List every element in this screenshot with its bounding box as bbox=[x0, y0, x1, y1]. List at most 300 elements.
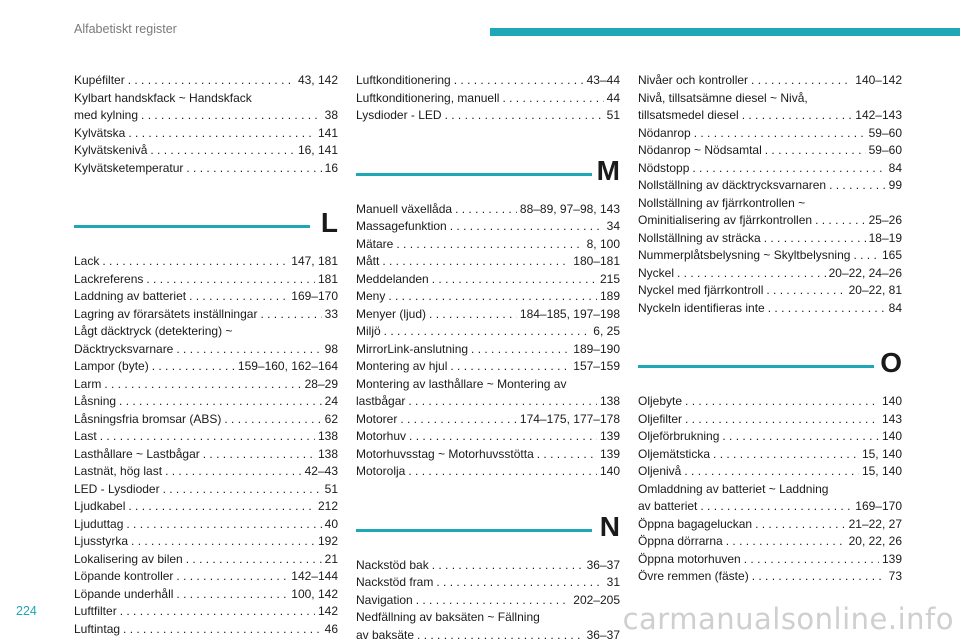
index-entry-row bbox=[638, 446, 902, 464]
index-entry bbox=[356, 341, 620, 359]
index-page-numbers: 15, 140 bbox=[862, 463, 902, 481]
index-page-numbers: 159–160, 162–164 bbox=[238, 358, 338, 376]
dot-leader bbox=[692, 160, 885, 178]
index-entry-row bbox=[356, 627, 620, 644]
index-entry bbox=[74, 568, 338, 586]
index-page-numbers: 174–175, 177–178 bbox=[520, 411, 620, 429]
dot-leader bbox=[726, 533, 846, 551]
index-term: Lackreferens bbox=[74, 271, 143, 289]
index-entry bbox=[74, 551, 338, 569]
index-entry bbox=[74, 428, 338, 446]
index-page-numbers: 6, 25 bbox=[593, 323, 620, 341]
index-page-numbers: 157–159 bbox=[573, 358, 620, 376]
dot-leader bbox=[700, 498, 852, 516]
index-entry bbox=[74, 323, 338, 358]
index-page-numbers: 25–26 bbox=[869, 212, 902, 230]
index-term: Nyckel bbox=[638, 265, 674, 283]
index-entry bbox=[638, 125, 902, 143]
dot-leader bbox=[119, 393, 322, 411]
index-term: Nollställning av däcktrycksvarnaren bbox=[638, 177, 826, 195]
dot-leader bbox=[677, 265, 826, 283]
index-term: Motorhuvsstag ~ Motorhuvsstötta bbox=[356, 446, 534, 464]
index-page-numbers: 138 bbox=[318, 446, 338, 464]
dot-leader bbox=[224, 411, 321, 429]
dot-leader bbox=[744, 551, 879, 569]
index-page-numbers: 138 bbox=[600, 393, 620, 411]
index-entry bbox=[356, 446, 620, 464]
index-term: Lack bbox=[74, 253, 99, 271]
index-entry-row bbox=[638, 516, 902, 534]
index-entry-first-line: Montering av lasthållare ~ Montering av bbox=[356, 376, 620, 394]
index-entry bbox=[638, 247, 902, 265]
dot-leader bbox=[396, 236, 583, 254]
index-entry-row bbox=[356, 218, 620, 236]
index-page-numbers: 139 bbox=[600, 446, 620, 464]
index-page-numbers: 36–37 bbox=[587, 627, 620, 644]
index-entry-row bbox=[74, 428, 338, 446]
index-term: tillsatsmedel diesel bbox=[638, 107, 739, 125]
index-term: Öppna motorhuven bbox=[638, 551, 741, 569]
index-entry bbox=[356, 592, 620, 610]
dot-leader bbox=[408, 463, 597, 481]
index-entry bbox=[356, 253, 620, 271]
index-page-numbers: 180–181 bbox=[573, 253, 620, 271]
index-term: av baksäte bbox=[356, 627, 414, 644]
index-page-numbers: 31 bbox=[607, 574, 620, 592]
index-term: Nummerplåtsbelysning ~ Skyltbelysning bbox=[638, 247, 850, 265]
dot-leader bbox=[454, 72, 584, 90]
index-term: LED - Lysdioder bbox=[74, 481, 160, 499]
index-entry bbox=[74, 481, 338, 499]
index-entry bbox=[638, 177, 902, 195]
index-page-numbers: 20–22, 81 bbox=[849, 282, 902, 300]
index-entry-row bbox=[74, 160, 338, 178]
index-page-numbers: 16, 141 bbox=[298, 142, 338, 160]
index-page-numbers: 43, 142 bbox=[298, 72, 338, 90]
dot-leader bbox=[815, 212, 866, 230]
index-term: Lasthållare ~ Lastbågar bbox=[74, 446, 200, 464]
index-entry-row bbox=[74, 463, 338, 481]
index-term: Ominitialisering av fjärrkontrollen bbox=[638, 212, 812, 230]
dot-leader bbox=[445, 107, 604, 125]
dot-leader bbox=[766, 282, 845, 300]
index-entry-row bbox=[638, 393, 902, 411]
index-term: Luftfilter bbox=[74, 603, 117, 621]
dot-leader bbox=[685, 411, 879, 429]
index-page-numbers: 20, 22, 26 bbox=[849, 533, 902, 551]
index-entry-row bbox=[356, 463, 620, 481]
index-entry bbox=[356, 323, 620, 341]
index-entry bbox=[356, 218, 620, 236]
index-page-numbers: 38 bbox=[325, 107, 338, 125]
index-entry-row bbox=[356, 574, 620, 592]
index-page-numbers: 8, 100 bbox=[587, 236, 620, 254]
index-entry-row bbox=[74, 498, 338, 516]
index-entry bbox=[638, 393, 902, 411]
index-entry bbox=[74, 253, 338, 271]
index-page-numbers: 84 bbox=[889, 300, 902, 318]
index-entry bbox=[74, 533, 338, 551]
dot-leader bbox=[104, 376, 301, 394]
index-term: Nollställning av sträcka bbox=[638, 230, 761, 248]
dot-leader bbox=[409, 428, 597, 446]
index-entry bbox=[74, 586, 338, 604]
dot-leader bbox=[722, 428, 879, 446]
index-entry-row bbox=[638, 247, 902, 265]
dot-leader bbox=[176, 586, 288, 604]
index-entry bbox=[74, 72, 338, 90]
index-entry bbox=[74, 125, 338, 143]
index-term: Manuell växellåda bbox=[356, 201, 452, 219]
index-entry-row bbox=[638, 230, 902, 248]
index-entry-row bbox=[356, 72, 620, 90]
index-term: Motorer bbox=[356, 411, 397, 429]
index-term: Kylvätska bbox=[74, 125, 125, 143]
index-page-numbers: 36–37 bbox=[587, 557, 620, 575]
dot-leader bbox=[126, 516, 321, 534]
index-entry-row bbox=[356, 201, 620, 219]
dot-leader bbox=[128, 125, 315, 143]
index-term: MirrorLink-anslutning bbox=[356, 341, 468, 359]
dot-leader bbox=[150, 142, 295, 160]
dot-leader bbox=[768, 300, 886, 318]
index-entry-row bbox=[74, 586, 338, 604]
index-entry-row bbox=[74, 306, 338, 324]
index-column-1 bbox=[74, 72, 338, 638]
index-entry bbox=[638, 72, 902, 90]
section-rule bbox=[74, 225, 310, 228]
dot-leader bbox=[152, 358, 235, 376]
section-rule bbox=[638, 365, 874, 368]
index-entry bbox=[638, 230, 902, 248]
index-term: Nyckeln identifieras inte bbox=[638, 300, 765, 318]
index-entry-row bbox=[356, 557, 620, 575]
index-page-numbers: 140 bbox=[882, 393, 902, 411]
index-page-numbers: 20–22, 24–26 bbox=[829, 265, 902, 283]
dot-leader bbox=[713, 446, 859, 464]
index-page-numbers: 140–142 bbox=[855, 72, 902, 90]
dot-leader bbox=[146, 271, 315, 289]
index-page-numbers: 33 bbox=[325, 306, 338, 324]
index-entry-row bbox=[638, 428, 902, 446]
index-entry-row bbox=[356, 107, 620, 125]
index-term: Oljemätsticka bbox=[638, 446, 710, 464]
index-entry bbox=[638, 195, 902, 230]
index-entry bbox=[74, 446, 338, 464]
index-page-numbers: 62 bbox=[325, 411, 338, 429]
index-term: Luftintag bbox=[74, 621, 120, 639]
index-page-numbers: 165 bbox=[882, 247, 902, 265]
index-term: Meddelanden bbox=[356, 271, 429, 289]
index-term: Miljö bbox=[356, 323, 381, 341]
dot-leader bbox=[537, 446, 597, 464]
index-entry bbox=[356, 271, 620, 289]
index-entry-row bbox=[74, 551, 338, 569]
index-page-numbers: 100, 142 bbox=[291, 586, 338, 604]
dot-leader bbox=[189, 288, 288, 306]
index-entry bbox=[356, 609, 620, 644]
index-entry bbox=[74, 516, 338, 534]
index-entry bbox=[74, 603, 338, 621]
index-term: Kylvätsketemperatur bbox=[74, 160, 183, 178]
section-letter: L bbox=[321, 207, 338, 239]
dot-leader bbox=[131, 533, 315, 551]
index-term: Öppna dörrarna bbox=[638, 533, 723, 551]
index-entry bbox=[638, 300, 902, 318]
dot-leader bbox=[455, 201, 517, 219]
index-entry bbox=[74, 393, 338, 411]
dot-leader bbox=[176, 341, 321, 359]
index-page-numbers: 18–19 bbox=[869, 230, 902, 248]
index-page-numbers: 142–143 bbox=[855, 107, 902, 125]
dot-leader bbox=[384, 323, 591, 341]
index-term: Mått bbox=[356, 253, 379, 271]
index-entry-first-line: Kylbart handskfack ~ Handskfack bbox=[74, 90, 338, 108]
index-page-numbers: 40 bbox=[325, 516, 338, 534]
index-entry-row bbox=[74, 516, 338, 534]
index-entry bbox=[638, 568, 902, 586]
index-entry bbox=[356, 306, 620, 324]
index-term: Lysdioder - LED bbox=[356, 107, 442, 125]
index-term: Kupéfilter bbox=[74, 72, 125, 90]
index-entry bbox=[638, 411, 902, 429]
index-page-numbers: 46 bbox=[325, 621, 338, 639]
index-term: Larm bbox=[74, 376, 101, 394]
index-entry bbox=[74, 90, 338, 125]
dot-leader bbox=[755, 516, 846, 534]
index-term: Ljuduttag bbox=[74, 516, 123, 534]
index-entry-row bbox=[638, 411, 902, 429]
index-page-numbers: 42–43 bbox=[305, 463, 338, 481]
section-letter: O bbox=[880, 347, 902, 379]
section-letter: N bbox=[600, 511, 620, 543]
index-term: Massagefunktion bbox=[356, 218, 447, 236]
index-page-numbers: 73 bbox=[889, 568, 902, 586]
dot-leader bbox=[408, 393, 597, 411]
index-term: Öppna bagageluckan bbox=[638, 516, 752, 534]
index-entry-row bbox=[74, 125, 338, 143]
index-term: Mätare bbox=[356, 236, 393, 254]
index-entry-row bbox=[638, 463, 902, 481]
section-heading bbox=[356, 505, 620, 555]
index-term: Ljudkabel bbox=[74, 498, 125, 516]
index-page-numbers: 189–190 bbox=[573, 341, 620, 359]
index-entry bbox=[74, 463, 338, 481]
index-term: Nackstöd bak bbox=[356, 557, 429, 575]
dot-leader bbox=[186, 160, 321, 178]
index-entry-row bbox=[356, 341, 620, 359]
section-letter: M bbox=[597, 155, 620, 187]
index-page-numbers: 34 bbox=[607, 218, 620, 236]
index-term: Nödanrop bbox=[638, 125, 691, 143]
index-entry bbox=[638, 160, 902, 178]
index-entry-row bbox=[638, 300, 902, 318]
index-entry-row bbox=[74, 411, 338, 429]
index-column-2 bbox=[356, 72, 620, 644]
index-page-numbers: 141 bbox=[318, 125, 338, 143]
index-term: Nödstopp bbox=[638, 160, 689, 178]
index-entry bbox=[638, 282, 902, 300]
index-entry-row bbox=[74, 533, 338, 551]
index-term: Last bbox=[74, 428, 97, 446]
index-entry-row bbox=[638, 551, 902, 569]
index-entry-row bbox=[74, 107, 338, 125]
index-page-numbers: 169–170 bbox=[291, 288, 338, 306]
page-number: 224 bbox=[16, 604, 37, 618]
index-page-numbers: 88–89, 97–98, 143 bbox=[520, 201, 620, 219]
index-term: Lokalisering av bilen bbox=[74, 551, 183, 569]
index-entry bbox=[638, 551, 902, 569]
index-page-numbers: 140 bbox=[600, 463, 620, 481]
index-term: Nackstöd fram bbox=[356, 574, 433, 592]
index-entry-row bbox=[74, 446, 338, 464]
index-term: Luftkonditionering bbox=[356, 72, 451, 90]
page-header-title: Alfabetiskt register bbox=[74, 22, 177, 36]
index-entry-first-line: Nedfällning av baksäten ~ Fällning bbox=[356, 609, 620, 627]
index-entry-row bbox=[638, 282, 902, 300]
dot-leader bbox=[765, 142, 866, 160]
index-page-numbers: 181 bbox=[318, 271, 338, 289]
dot-leader bbox=[176, 568, 288, 586]
dot-leader bbox=[388, 288, 597, 306]
dot-leader bbox=[450, 218, 604, 236]
index-term: Menyer (ljud) bbox=[356, 306, 426, 324]
index-term: Oljefilter bbox=[638, 411, 682, 429]
index-page-numbers: 21–22, 27 bbox=[849, 516, 902, 534]
index-entry bbox=[74, 160, 338, 178]
index-page-numbers: 84 bbox=[889, 160, 902, 178]
index-term: Övre remmen (fäste) bbox=[638, 568, 749, 586]
index-page-numbers: 143 bbox=[882, 411, 902, 429]
index-entry bbox=[74, 498, 338, 516]
dot-leader bbox=[502, 90, 603, 108]
index-entry-row bbox=[638, 498, 902, 516]
index-entry-row bbox=[74, 481, 338, 499]
index-entry-first-line: Omladdning av batteriet ~ Laddning bbox=[638, 481, 902, 499]
index-entry-row bbox=[356, 90, 620, 108]
section-heading bbox=[74, 201, 338, 251]
section-rule bbox=[356, 529, 592, 532]
dot-leader bbox=[471, 341, 570, 359]
dot-leader bbox=[432, 271, 597, 289]
index-term: Luftkonditionering, manuell bbox=[356, 90, 499, 108]
dot-leader bbox=[742, 107, 853, 125]
index-entry bbox=[74, 306, 338, 324]
dot-leader bbox=[123, 621, 322, 639]
index-term: lastbågar bbox=[356, 393, 405, 411]
dot-leader bbox=[764, 230, 866, 248]
index-term: Löpande kontroller bbox=[74, 568, 173, 586]
index-entry-row bbox=[356, 306, 620, 324]
index-entry-row bbox=[74, 393, 338, 411]
index-page-numbers: 28–29 bbox=[305, 376, 338, 394]
index-page-numbers: 140 bbox=[882, 428, 902, 446]
index-entry-row bbox=[356, 271, 620, 289]
index-entry-row bbox=[638, 107, 902, 125]
index-term: Lampor (byte) bbox=[74, 358, 149, 376]
index-entry bbox=[638, 428, 902, 446]
index-entry bbox=[638, 481, 902, 516]
index-term: Navigation bbox=[356, 592, 413, 610]
index-entry bbox=[638, 90, 902, 125]
dot-leader bbox=[165, 463, 302, 481]
index-term: Ljusstyrka bbox=[74, 533, 128, 551]
index-entry-row bbox=[74, 72, 338, 90]
index-term: Lastnät, hög last bbox=[74, 463, 162, 481]
index-term: Lagring av förarsätets inställningar bbox=[74, 306, 257, 324]
index-term: Nyckel med fjärrkontroll bbox=[638, 282, 763, 300]
dot-leader bbox=[163, 481, 322, 499]
index-entry bbox=[638, 533, 902, 551]
index-entry-row bbox=[638, 177, 902, 195]
dot-leader bbox=[260, 306, 321, 324]
index-term: Låsningsfria bromsar (ABS) bbox=[74, 411, 221, 429]
index-page-numbers: 24 bbox=[325, 393, 338, 411]
index-entry-row bbox=[74, 271, 338, 289]
index-entry-row bbox=[74, 253, 338, 271]
index-entry-row bbox=[74, 358, 338, 376]
section-heading bbox=[638, 341, 902, 391]
index-entry bbox=[638, 463, 902, 481]
index-entry bbox=[74, 142, 338, 160]
index-entry-row bbox=[638, 568, 902, 586]
dot-leader bbox=[450, 358, 570, 376]
index-entry bbox=[638, 516, 902, 534]
index-entry bbox=[74, 411, 338, 429]
index-page-numbers: 142 bbox=[318, 603, 338, 621]
index-page-numbers: 147, 181 bbox=[291, 253, 338, 271]
dot-leader bbox=[751, 72, 852, 90]
dot-leader bbox=[429, 306, 517, 324]
index-entry-row bbox=[74, 603, 338, 621]
dot-leader bbox=[694, 125, 866, 143]
index-entry bbox=[356, 574, 620, 592]
dot-leader bbox=[382, 253, 570, 271]
dot-leader bbox=[829, 177, 886, 195]
index-entry bbox=[74, 621, 338, 639]
index-page-numbers: 212 bbox=[318, 498, 338, 516]
index-entry-row bbox=[638, 125, 902, 143]
index-entry-row bbox=[356, 236, 620, 254]
index-entry bbox=[356, 557, 620, 575]
index-entry-row bbox=[638, 160, 902, 178]
index-page-numbers: 21 bbox=[325, 551, 338, 569]
index-entry bbox=[356, 288, 620, 306]
index-term: Oljenivå bbox=[638, 463, 681, 481]
index-entry-row bbox=[74, 568, 338, 586]
dot-leader bbox=[416, 592, 571, 610]
index-entry bbox=[74, 358, 338, 376]
dot-leader bbox=[436, 574, 603, 592]
index-term: av batteriet bbox=[638, 498, 697, 516]
index-entry-row bbox=[638, 265, 902, 283]
header-accent-bar bbox=[490, 28, 960, 36]
index-page-numbers: 98 bbox=[325, 341, 338, 359]
index-entry-row bbox=[638, 533, 902, 551]
index-entry bbox=[356, 463, 620, 481]
index-page-numbers: 16 bbox=[325, 160, 338, 178]
dot-leader bbox=[432, 557, 584, 575]
index-term: Motorolja bbox=[356, 463, 405, 481]
index-page-numbers: 44 bbox=[607, 90, 620, 108]
dot-leader bbox=[128, 72, 295, 90]
index-column-3 bbox=[638, 72, 902, 586]
index-entry bbox=[74, 271, 338, 289]
index-term: Löpande underhåll bbox=[74, 586, 173, 604]
index-entry-row bbox=[356, 323, 620, 341]
index-page-numbers: 202–205 bbox=[573, 592, 620, 610]
index-page-numbers: 51 bbox=[325, 481, 338, 499]
